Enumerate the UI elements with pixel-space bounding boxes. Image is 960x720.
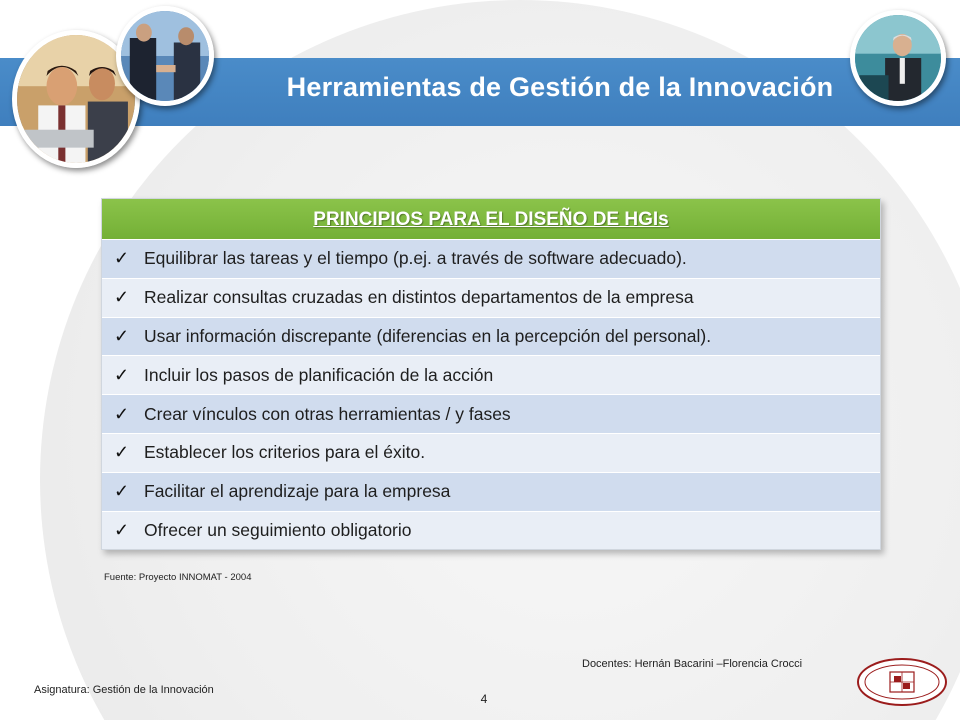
checkmark-icon: ✓: [114, 248, 130, 269]
university-seal-logo: [856, 657, 948, 707]
checkmark-icon: ✓: [114, 325, 130, 346]
row-text: Crear vínculos con otras herramientas / y fases: [144, 403, 511, 424]
table-row: [102, 355, 880, 394]
row-text: Incluir los pasos de planificación de la acción: [144, 364, 494, 385]
table-row: [102, 278, 880, 317]
source-note: Fuente: Proyecto INNOMAT - 2004: [104, 572, 252, 583]
principles-table: [101, 198, 881, 550]
footer-course: Asignatura: Gestión de la Innovación: [34, 684, 214, 696]
checkmark-icon: ✓: [114, 481, 130, 502]
row-text: Usar información discrepante (diferencias en la percepción del personal).: [144, 325, 712, 346]
checkmark-icon: ✓: [114, 364, 130, 385]
table-row: [102, 472, 880, 511]
table-row: [102, 394, 880, 433]
row-text: Realizar consultas cruzadas en distintos departamentos de la empresa: [144, 287, 694, 308]
row-text: Facilitar el aprendizaje para la empresa: [144, 481, 451, 502]
table-row: [102, 511, 880, 550]
slide-title: Herramientas de Gestión de la Innovación: [286, 72, 834, 102]
checkmark-icon: ✓: [114, 287, 130, 308]
page-number: 4: [480, 692, 488, 706]
table-row: [102, 317, 880, 356]
footer-teachers: Docentes: Hernán Bacarini –Florencia Crocci: [582, 658, 803, 670]
table-header: PRINCIPIOS PARA EL DISEÑO DE HGIs: [102, 199, 880, 239]
checkmark-icon: ✓: [114, 442, 130, 463]
table-row: [102, 239, 880, 278]
checkmark-icon: ✓: [114, 519, 130, 540]
row-text: Equilibrar las tareas y el tiempo (p.ej. a través de software adecuado).: [144, 248, 687, 269]
table-row: [102, 433, 880, 472]
checkmark-icon: ✓: [114, 403, 130, 424]
row-text: Establecer los criterios para el éxito.: [144, 442, 426, 463]
row-text: Ofrecer un seguimiento obligatorio: [144, 519, 412, 540]
